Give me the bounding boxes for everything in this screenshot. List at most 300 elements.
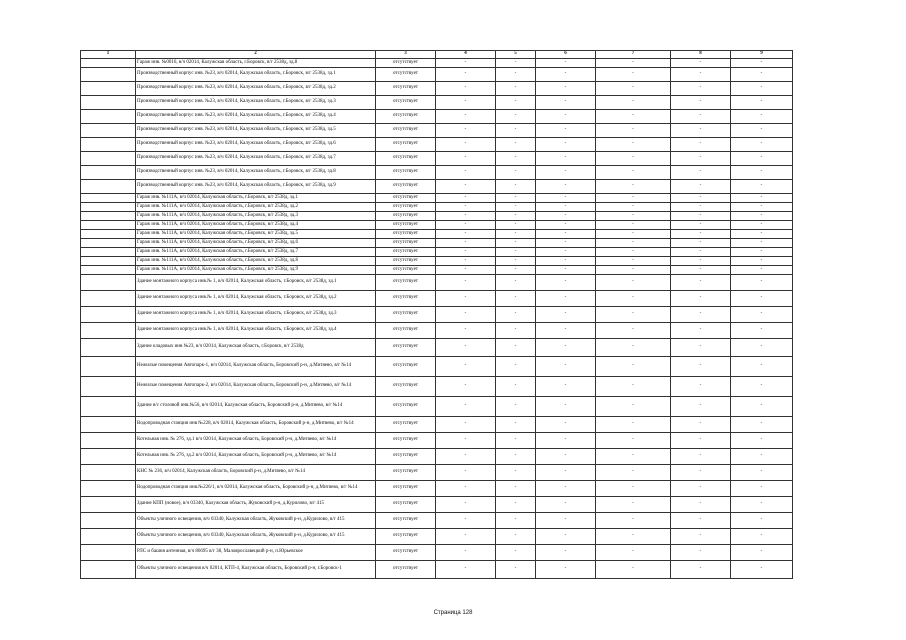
object-description: Нежилые помещения Автопарк-1, в/ч 02014, Калужская область, Боровский р-н, д.Митяево, в/г №14 [136,357,376,377]
empty-value-cell: - [536,257,596,266]
empty-value-cell: - [671,230,731,239]
empty-value-cell: - [436,82,496,96]
empty-value-cell: - [436,203,496,212]
empty-value-cell: - [596,180,671,194]
object-description: Производственный корпус инв. №23, в/ч 02014, Калужская область, г.Боровск, в/г 2538д, зд.2 [136,82,376,96]
empty-value-cell: - [671,96,731,110]
row-number-cell [81,266,136,275]
empty-value-cell: - [596,529,671,545]
object-description: Производственный корпус инв. №23, в/ч 02014, Калужская область, г.Боровск, в/г 2538д, зд.9 [136,180,376,194]
object-description: Производственный корпус инв. №23, в/ч 02014, Калужская область, г.Боровск, в/г 2538д, зд.8 [136,166,376,180]
object-description: Производственный корпус инв. №23, в/ч 02014, Калужская область, г.Боровск, в/г 2538д, зд.6 [136,138,376,152]
empty-value-cell: - [436,323,496,339]
row-number-cell [81,417,136,433]
object-description: Объекты уличного освещения, в/ч 03340, Калужская область, Жуковский р-н, д.Курилово, в/г 415 [136,513,376,529]
object-description: Гараж инв. №111А, в/ч 02014, Калужская область, г.Боровск, в/г 2538д, зд.6 [136,239,376,248]
empty-value-cell: - [496,59,536,68]
status-cell: отсутствует [376,212,436,221]
empty-value-cell: - [436,417,496,433]
row-number-cell [81,212,136,221]
empty-value-cell: - [596,248,671,257]
row-number-cell [81,513,136,529]
empty-value-cell: - [731,212,793,221]
row-number-cell [81,239,136,248]
empty-value-cell: - [731,124,793,138]
empty-value-cell: - [671,248,731,257]
empty-value-cell: - [596,545,671,561]
empty-value-cell: - [596,212,671,221]
row-number-cell [81,357,136,377]
object-description: Здание КПП (новое), в/ч 03340, Калужская область, Жуковский р-н, д.Курилово, в/г 415 [136,497,376,513]
empty-value-cell: - [536,397,596,417]
object-description: Здание кладовых инв №23, в/ч 02014, Калужская область, г.Боровск, в/г 2538д [136,339,376,357]
empty-value-cell: - [496,275,536,291]
table-body [81,59,793,579]
empty-value-cell: - [536,561,596,579]
empty-value-cell: - [731,166,793,180]
empty-value-cell: - [536,266,596,275]
empty-value-cell: - [536,275,596,291]
empty-value-cell: - [536,166,596,180]
empty-value-cell: - [496,513,536,529]
empty-value-cell: - [436,124,496,138]
empty-value-cell: - [731,59,793,68]
empty-value-cell: - [436,59,496,68]
empty-value-cell: - [671,124,731,138]
object-description: Гараж инв. №111А, в/ч 02014, Калужская область, г.Боровск, в/г 2538д, зд.8 [136,257,376,266]
empty-value-cell: - [596,166,671,180]
empty-value-cell: - [596,152,671,166]
table-row [81,513,793,529]
empty-value-cell: - [536,465,596,481]
table-row [81,212,793,221]
empty-value-cell: - [536,248,596,257]
status-cell: отсутствует [376,513,436,529]
empty-value-cell: - [671,357,731,377]
empty-value-cell: - [731,110,793,124]
empty-value-cell: - [596,59,671,68]
status-cell: отсутствует [376,239,436,248]
empty-value-cell: - [436,529,496,545]
empty-value-cell: - [436,230,496,239]
column-header: 3 [376,51,436,59]
empty-value-cell: - [671,449,731,465]
row-number-cell [81,230,136,239]
empty-value-cell: - [436,257,496,266]
empty-value-cell: - [596,307,671,323]
object-description: Производственный корпус инв. №23, в/ч 02014, Калужская область, г.Боровск, в/г 2538д, зд.4 [136,110,376,124]
empty-value-cell: - [596,433,671,449]
row-number-cell [81,124,136,138]
table-row [81,152,793,166]
empty-value-cell: - [671,166,731,180]
row-number-cell [81,561,136,579]
status-cell: отсутствует [376,68,436,82]
empty-value-cell: - [731,339,793,357]
empty-value-cell: - [596,497,671,513]
column-header: 4 [436,51,496,59]
empty-value-cell: - [436,449,496,465]
empty-value-cell: - [536,239,596,248]
empty-value-cell: - [596,203,671,212]
row-number-cell [81,152,136,166]
column-header: 2 [136,51,376,59]
empty-value-cell: - [671,545,731,561]
empty-value-cell: - [536,323,596,339]
row-number-cell [81,82,136,96]
object-description: Гараж инв. №111А, в/ч 02014, Калужская область, г.Боровск, в/г 2538д, зд.3 [136,212,376,221]
table-row [81,82,793,96]
object-description: Здание в/с столовой инв.№56, в/ч 02014, Калужская область, Боровский р-н, д.Митяево, в/г №14 [136,397,376,417]
empty-value-cell: - [731,481,793,497]
empty-value-cell: - [496,481,536,497]
empty-value-cell: - [496,166,536,180]
empty-value-cell: - [731,529,793,545]
empty-value-cell: - [536,124,596,138]
status-cell: отсутствует [376,275,436,291]
empty-value-cell: - [496,230,536,239]
empty-value-cell: - [596,323,671,339]
empty-value-cell: - [436,377,496,397]
column-header: 9 [731,51,793,59]
table-row [81,529,793,545]
empty-value-cell: - [536,545,596,561]
row-number-cell [81,96,136,110]
status-cell: отсутствует [376,545,436,561]
empty-value-cell: - [731,203,793,212]
status-cell: отсутствует [376,417,436,433]
object-description: Производственный корпус инв. №23, в/ч 02014, Калужская область, г.Боровск, в/г 2538д, зд.5 [136,124,376,138]
object-description: Гараж инв. №111А, в/ч 02014, Калужская область, г.Боровск, в/г 2538д, зд.7 [136,248,376,257]
row-number-cell [81,221,136,230]
empty-value-cell: - [596,377,671,397]
empty-value-cell: - [436,266,496,275]
empty-value-cell: - [731,180,793,194]
empty-value-cell: - [436,239,496,248]
table-row [81,266,793,275]
empty-value-cell: - [731,513,793,529]
status-cell: отсутствует [376,377,436,397]
row-number-cell [81,248,136,257]
empty-value-cell: - [496,433,536,449]
empty-value-cell: - [731,138,793,152]
empty-value-cell: - [731,433,793,449]
header-row [81,51,793,59]
empty-value-cell: - [596,230,671,239]
status-cell: отсутствует [376,124,436,138]
empty-value-cell: - [496,152,536,166]
row-number-cell [81,433,136,449]
status-cell: отсутствует [376,180,436,194]
row-number-cell [81,307,136,323]
empty-value-cell: - [536,513,596,529]
object-description: Гараж инв. №111А, в/ч 02014, Калужская область, г.Боровск, в/г 2538д, зд.9 [136,266,376,275]
object-description: КНС № 236, в/ч 02014, Калужская область, Боровский р-н, д.Митяево, в/г №14 [136,465,376,481]
empty-value-cell: - [496,397,536,417]
table-row [81,307,793,323]
empty-value-cell: - [436,152,496,166]
column-header: 5 [496,51,536,59]
empty-value-cell: - [596,221,671,230]
empty-value-cell: - [731,152,793,166]
empty-value-cell: - [436,497,496,513]
table-row [81,124,793,138]
empty-value-cell: - [731,230,793,239]
empty-value-cell: - [671,323,731,339]
empty-value-cell: - [596,110,671,124]
empty-value-cell: - [596,82,671,96]
status-cell: отсутствует [376,449,436,465]
empty-value-cell: - [671,339,731,357]
empty-value-cell: - [671,59,731,68]
status-cell: отсутствует [376,357,436,377]
object-description: Производственный корпус инв. №23, в/ч 02014, Калужская область, г.Боровск, в/г 2538д, зд.3 [136,96,376,110]
table-row [81,291,793,307]
empty-value-cell: - [671,397,731,417]
status-cell: отсутствует [376,529,436,545]
object-description: Объекты уличного освещения, в/ч 03340, Калужская область, Жуковский р-н, д.Курилово, в/г 415 [136,529,376,545]
table-row [81,239,793,248]
empty-value-cell: - [596,194,671,203]
empty-value-cell: - [671,497,731,513]
empty-value-cell: - [496,339,536,357]
column-header: 8 [671,51,731,59]
empty-value-cell: - [436,433,496,449]
empty-value-cell: - [671,513,731,529]
empty-value-cell: - [536,82,596,96]
empty-value-cell: - [731,545,793,561]
status-cell: отсутствует [376,166,436,180]
row-number-cell [81,397,136,417]
empty-value-cell: - [536,377,596,397]
status-cell: отсутствует [376,82,436,96]
empty-value-cell: - [671,529,731,545]
table-row [81,194,793,203]
empty-value-cell: - [671,194,731,203]
row-number-cell [81,545,136,561]
empty-value-cell: - [731,561,793,579]
empty-value-cell: - [436,138,496,152]
empty-value-cell: - [436,275,496,291]
empty-value-cell: - [671,465,731,481]
table-row [81,96,793,110]
status-cell: отсутствует [376,291,436,307]
empty-value-cell: - [536,339,596,357]
empty-value-cell: - [496,497,536,513]
empty-value-cell: - [671,275,731,291]
empty-value-cell: - [536,221,596,230]
row-number-cell [81,203,136,212]
empty-value-cell: - [496,96,536,110]
status-cell: отсутствует [376,138,436,152]
object-description: Здание монтажного корпуса инв.№ 1, в/ч 02014, Калужская область, г.Боровск, в/г 2538д, зд.2 [136,291,376,307]
empty-value-cell: - [596,257,671,266]
empty-value-cell: - [536,180,596,194]
empty-value-cell: - [671,266,731,275]
empty-value-cell: - [496,68,536,82]
empty-value-cell: - [671,257,731,266]
empty-value-cell: - [436,561,496,579]
table-row [81,339,793,357]
page-number: Страница 128 [433,610,473,616]
row-number-cell [81,377,136,397]
empty-value-cell: - [536,110,596,124]
empty-value-cell: - [731,357,793,377]
column-header: 6 [536,51,596,59]
status-cell: отсутствует [376,248,436,257]
row-number-cell [81,291,136,307]
empty-value-cell: - [671,212,731,221]
empty-value-cell: - [436,96,496,110]
object-description: Здание монтажного корпуса инв.№ 1, в/ч 02014, Калужская область, г.Боровск, в/г 2538д, зд.1 [136,275,376,291]
empty-value-cell: - [496,377,536,397]
status-cell: отсутствует [376,497,436,513]
object-description: Водопроводная станция инв.№226/1, в/ч 02014, Калужская область, Боровский р-н, д.Митяево, в/г №14 [136,481,376,497]
status-cell: отсутствует [376,339,436,357]
empty-value-cell: - [536,68,596,82]
status-cell: отсутствует [376,203,436,212]
empty-value-cell: - [496,257,536,266]
table-row [81,481,793,497]
object-description: Гараж инв. №111А, в/ч 02014, Калужская область, г.Боровск, в/г 2538д, зд.1 [136,194,376,203]
status-cell: отсутствует [376,194,436,203]
empty-value-cell: - [731,68,793,82]
empty-value-cell: - [731,497,793,513]
object-description: Котельная инв. № 276, зд.1 в/ч 02014, Калужская область, Боровский р-н, д.Митяево, в/г №14 [136,433,376,449]
empty-value-cell: - [496,323,536,339]
table-row [81,166,793,180]
empty-value-cell: - [496,307,536,323]
empty-value-cell: - [496,465,536,481]
empty-value-cell: - [436,68,496,82]
empty-value-cell: - [436,357,496,377]
empty-value-cell: - [496,529,536,545]
empty-value-cell: - [496,212,536,221]
empty-value-cell: - [536,194,596,203]
empty-value-cell: - [496,110,536,124]
table-row [81,433,793,449]
empty-value-cell: - [496,180,536,194]
empty-value-cell: - [536,417,596,433]
empty-value-cell: - [536,449,596,465]
empty-value-cell: - [731,377,793,397]
empty-value-cell: - [436,221,496,230]
status-cell: отсутствует [376,307,436,323]
status-cell: отсутствует [376,221,436,230]
empty-value-cell: - [496,561,536,579]
empty-value-cell: - [731,307,793,323]
empty-value-cell: - [436,291,496,307]
empty-value-cell: - [436,481,496,497]
empty-value-cell: - [731,323,793,339]
object-description: Производственный корпус инв. №23, в/ч 02014, Калужская область, г.Боровск, в/г 2538д, зд.7 [136,152,376,166]
empty-value-cell: - [731,291,793,307]
empty-value-cell: - [596,96,671,110]
empty-value-cell: - [596,275,671,291]
object-description: Объекты уличного освещения в/ч 02014, КТП-4, Калужская область, Боровский р-н, г.Боровск-1 [136,561,376,579]
status-cell: отсутствует [376,257,436,266]
empty-value-cell: - [436,465,496,481]
empty-value-cell: - [731,449,793,465]
empty-value-cell: - [731,275,793,291]
empty-value-cell: - [536,152,596,166]
row-number-cell [81,497,136,513]
table-row [81,230,793,239]
row-number-cell [81,59,136,68]
empty-value-cell: - [596,357,671,377]
empty-value-cell: - [671,433,731,449]
object-description: РЛС и башня антенная, в/ч 86695 в/г 38, Малоярославецкий р-н, п.Юрьевское [136,545,376,561]
empty-value-cell: - [496,248,536,257]
empty-value-cell: - [731,465,793,481]
empty-value-cell: - [671,180,731,194]
empty-value-cell: - [596,397,671,417]
empty-value-cell: - [596,561,671,579]
empty-value-cell: - [671,377,731,397]
object-description: Гараж инв. №111А, в/ч 02014, Калужская область, г.Боровск, в/г 2538д, зд.5 [136,230,376,239]
table-row [81,377,793,397]
empty-value-cell: - [436,513,496,529]
empty-value-cell: - [496,545,536,561]
table-row [81,203,793,212]
empty-value-cell: - [731,257,793,266]
empty-value-cell: - [496,417,536,433]
table-row [81,323,793,339]
empty-value-cell: - [596,417,671,433]
empty-value-cell: - [496,82,536,96]
empty-value-cell: - [671,68,731,82]
empty-value-cell: - [496,357,536,377]
empty-value-cell: - [496,194,536,203]
empty-value-cell: - [496,138,536,152]
empty-value-cell: - [436,545,496,561]
status-cell: отсутствует [376,59,436,68]
table-row [81,180,793,194]
row-number-cell [81,339,136,357]
empty-value-cell: - [436,307,496,323]
status-cell: отсутствует [376,397,436,417]
empty-value-cell: - [596,138,671,152]
status-cell: отсутствует [376,433,436,449]
empty-value-cell: - [731,221,793,230]
row-number-cell [81,465,136,481]
row-number-cell [81,194,136,203]
empty-value-cell: - [436,397,496,417]
status-cell: отсутствует [376,152,436,166]
empty-value-cell: - [731,194,793,203]
empty-value-cell: - [671,307,731,323]
row-number-cell [81,323,136,339]
empty-value-cell: - [671,203,731,212]
empty-value-cell: - [536,138,596,152]
row-number-cell [81,138,136,152]
status-cell: отсутствует [376,481,436,497]
empty-value-cell: - [536,481,596,497]
empty-value-cell: - [671,152,731,166]
empty-value-cell: - [731,397,793,417]
empty-value-cell: - [671,239,731,248]
status-cell: отсутствует [376,465,436,481]
empty-value-cell: - [536,357,596,377]
object-description: Здание монтажного корпуса инв.№ 1, в/ч 02014, Калужская область, г.Боровск, в/г 2538д, зд.3 [136,307,376,323]
table-row [81,417,793,433]
empty-value-cell: - [731,82,793,96]
empty-value-cell: - [496,203,536,212]
empty-value-cell: - [596,291,671,307]
empty-value-cell: - [436,339,496,357]
object-description: Нежилые помещения Автопарк-2, в/ч 02014, Калужская область, Боровский р-н, д.Митяево, в/г №14 [136,377,376,397]
status-cell: отсутствует [376,110,436,124]
